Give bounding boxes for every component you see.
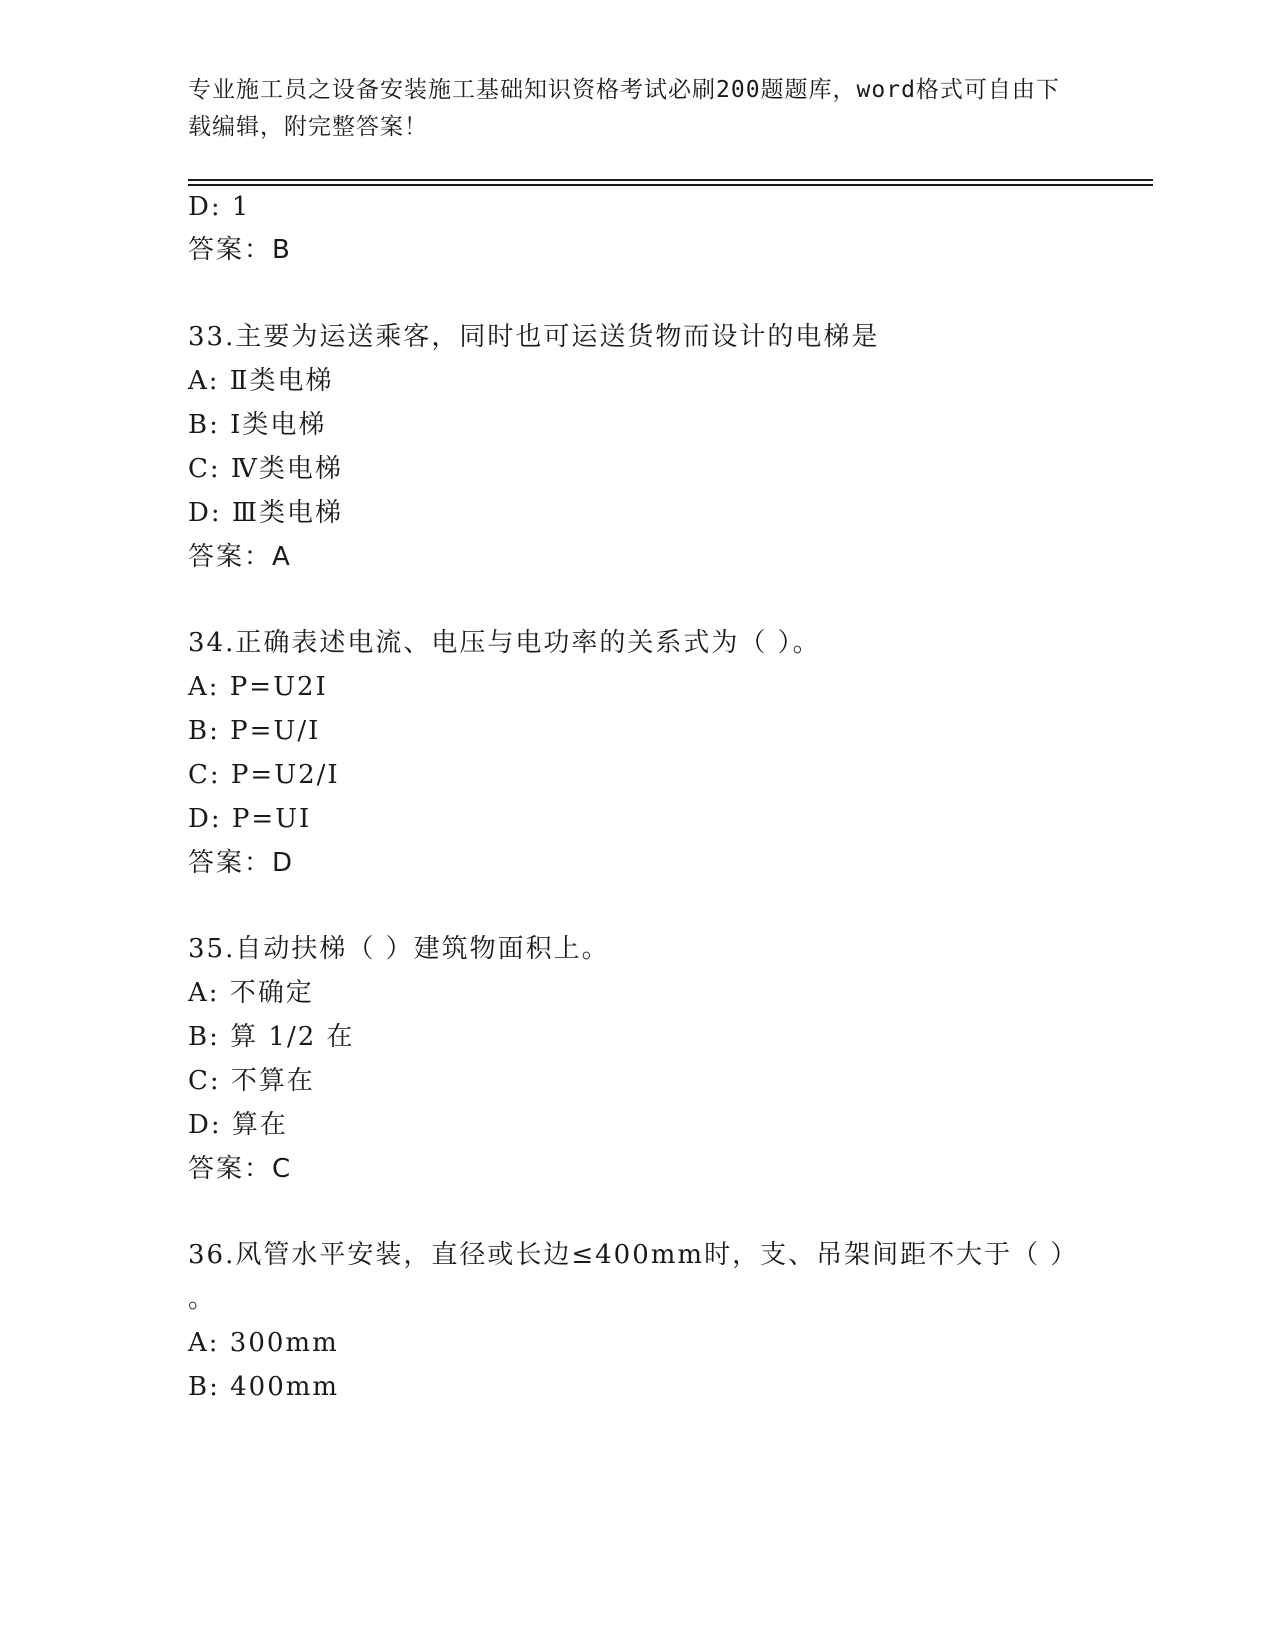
q35-answer: 答案：C bbox=[188, 1154, 293, 1184]
q35-stem: 35.自动扶梯（ ）建筑物面积上。 bbox=[188, 934, 610, 964]
q34-option-d: D: P=UI bbox=[188, 804, 312, 834]
q35-option-b: B: 算 1/2 在 bbox=[188, 1022, 355, 1052]
q33-option-b: B: Ⅰ类电梯 bbox=[188, 410, 327, 440]
q34-option-c: C: P=U2/I bbox=[188, 760, 340, 790]
q35-option-c: C: 不算在 bbox=[188, 1066, 315, 1096]
q33-option-c: C: Ⅳ类电梯 bbox=[188, 454, 343, 484]
q36-option-a: A: 300mm bbox=[188, 1328, 339, 1358]
q36-stem-continuation: 。 bbox=[188, 1284, 217, 1314]
q34-stem: 34.正确表述电流、电压与电功率的关系式为（ ）。 bbox=[188, 628, 821, 658]
q32-answer: 答案：B bbox=[188, 235, 292, 265]
q35-option-a: A: 不确定 bbox=[188, 978, 314, 1008]
q33-option-a: A: Ⅱ类电梯 bbox=[188, 366, 334, 396]
q34-option-b: B: P=U/I bbox=[188, 716, 321, 746]
header-divider-top bbox=[188, 179, 1153, 181]
q33-option-d: D: Ⅲ类电梯 bbox=[188, 498, 343, 528]
q34-option-a: A: P=U2I bbox=[188, 672, 328, 702]
header-divider-bottom bbox=[188, 184, 1153, 186]
q32-option-d: D: 1 bbox=[188, 192, 251, 222]
q33-answer: 答案：A bbox=[188, 542, 292, 572]
q33-stem: 33.主要为运送乘客，同时也可运送货物而设计的电梯是 bbox=[188, 322, 880, 352]
q36-option-b: B: 400mm bbox=[188, 1372, 340, 1402]
q36-stem: 36.风管水平安装，直径或长边≤400mm时，支、吊架间距不大于（ ） bbox=[188, 1240, 1079, 1270]
document-header: 专业施工员之设备安装施工基础知识资格考试必刷200题题库，word格式可自由下载编辑，附完整答案！ bbox=[188, 77, 1060, 140]
q35-option-d: D: 算在 bbox=[188, 1110, 288, 1140]
q34-answer: 答案：D bbox=[188, 848, 295, 878]
